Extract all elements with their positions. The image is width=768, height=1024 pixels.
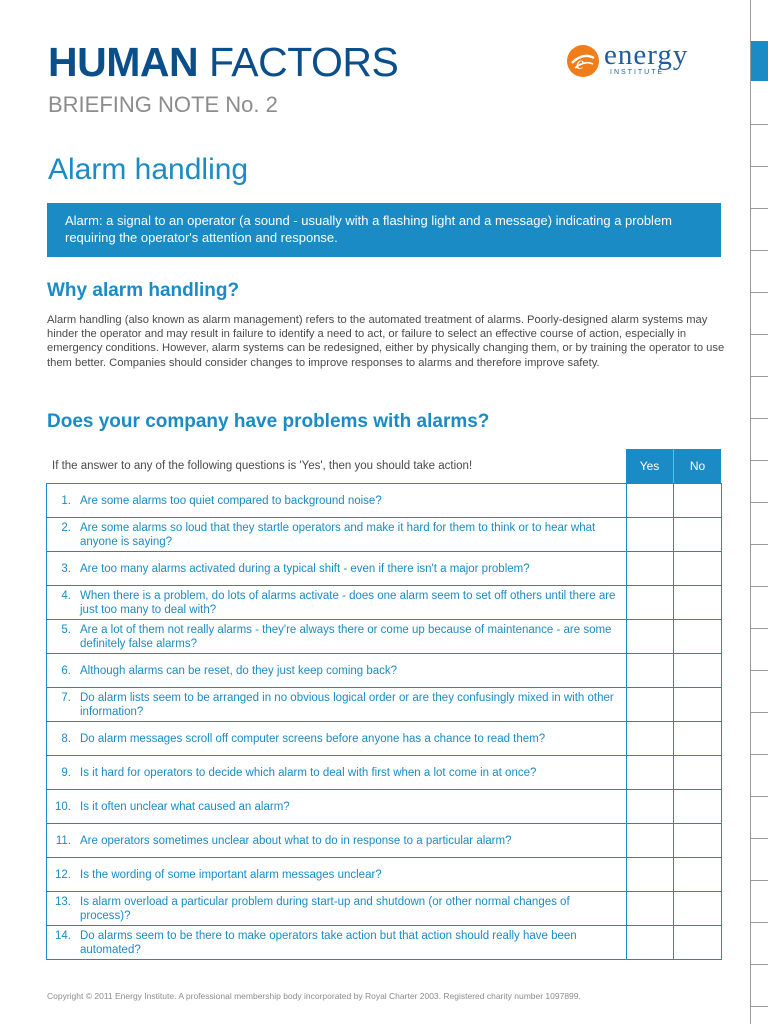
question-cell	[47, 926, 627, 960]
side-tab-divider	[751, 250, 768, 251]
question-text: Are some alarms so loud that they startle operators and make it hard for them to think or to hear what anyone is saying?	[80, 521, 596, 548]
side-tab-divider	[751, 334, 768, 335]
briefing-note-subtitle: BRIEFING NOTE No. 2	[48, 92, 278, 117]
why-paragraph: Alarm handling (also known as alarm management) refers to the automated treatment of alarms. Poorly-designed alarm systems may hinder the operator and may result in failure to identify a need to act, or failure to select an effective course of action, especially in emergency conditions. However, alarm systems can be redesigned, either by physically changing them, or by training the operator to use them better. Companies should consider changes to improve responses to alarms and therefore improve safety.	[47, 314, 725, 369]
question-number: 9.	[61, 766, 71, 779]
question-cell	[47, 824, 627, 858]
svg-text:e: e	[576, 53, 584, 73]
question-number: 2.	[61, 521, 71, 534]
question-text: Although alarms can be reset, do they just keep coming back?	[80, 664, 398, 677]
yes-column-header: Yes	[626, 449, 673, 484]
question-text: Are operators sometimes unclear about what to do in response to a particular alarm?	[80, 834, 512, 847]
yes-checkbox[interactable]	[627, 620, 674, 654]
side-tab-active	[751, 41, 768, 81]
side-tab-divider	[751, 544, 768, 545]
no-checkbox[interactable]	[674, 586, 722, 620]
yes-checkbox[interactable]	[627, 756, 674, 790]
question-text: Do alarm messages scroll off computer screens before anyone has a chance to read them?	[80, 732, 546, 745]
question-cell	[47, 552, 627, 586]
yes-checkbox[interactable]	[627, 892, 674, 926]
question-text: When there is a problem, do lots of alarms activate - does one alarm seem to set off others until there are just too many to deal with?	[80, 589, 616, 616]
side-tab-divider	[751, 628, 768, 629]
side-tab-divider	[751, 964, 768, 965]
question-text: Do alarm lists seem to be arranged in no obvious logical order or are they confusingly mixed in with other information?	[80, 691, 614, 718]
question-text: Are some alarms too quiet compared to background noise?	[80, 494, 382, 507]
question-text: Are a lot of them not really alarms - they're always there or come up because of maintenance - are some definitely false alarms?	[80, 623, 612, 650]
side-tab-divider	[751, 460, 768, 461]
yes-checkbox[interactable]	[627, 586, 674, 620]
question-cell	[47, 756, 627, 790]
side-tab-divider	[751, 922, 768, 923]
yes-checkbox[interactable]	[627, 688, 674, 722]
question-number: 7.	[61, 691, 71, 704]
side-tab-divider	[751, 376, 768, 377]
question-cell	[47, 722, 627, 756]
document-title	[48, 38, 398, 86]
checklist-row	[47, 756, 722, 790]
yes-checkbox[interactable]	[627, 858, 674, 892]
question-number: 11.	[55, 834, 71, 847]
title-light: FACTORS	[209, 39, 399, 85]
no-checkbox[interactable]	[674, 484, 722, 518]
side-tab-divider	[751, 670, 768, 671]
energy-wordmark: energy	[604, 39, 689, 71]
question-text: Is it often unclear what caused an alarm?	[80, 800, 290, 813]
question-cell	[47, 790, 627, 824]
question-cell	[47, 484, 627, 518]
yes-checkbox[interactable]	[627, 654, 674, 688]
question-number: 13.	[55, 895, 71, 908]
question-number: 12.	[55, 868, 71, 881]
no-checkbox[interactable]	[674, 722, 722, 756]
side-tab-strip	[750, 0, 768, 1024]
checklist-row	[47, 926, 722, 960]
definition-box	[47, 203, 721, 257]
no-checkbox[interactable]	[674, 654, 722, 688]
section-title: Alarm handling	[48, 153, 249, 186]
question-number: 3.	[61, 562, 71, 575]
question-text: Is the wording of some important alarm messages unclear?	[80, 868, 382, 881]
question-cell	[47, 518, 627, 552]
question-cell	[47, 858, 627, 892]
side-tab-divider	[751, 796, 768, 797]
side-tab-divider	[751, 502, 768, 503]
checklist-row	[47, 518, 722, 552]
checklist-row	[47, 722, 722, 756]
question-number: 8.	[61, 732, 71, 745]
question-number: 6.	[61, 664, 71, 677]
question-cell	[47, 620, 627, 654]
no-checkbox[interactable]	[674, 858, 722, 892]
side-tab-divider	[751, 1006, 768, 1007]
why-heading: Why alarm handling?	[47, 280, 240, 301]
energy-logo-icon	[566, 44, 600, 78]
question-cell	[47, 586, 627, 620]
energy-institute-logo	[566, 39, 726, 82]
question-number: 5.	[61, 623, 71, 636]
no-checkbox[interactable]	[674, 824, 722, 858]
yes-checkbox[interactable]	[627, 722, 674, 756]
question-number: 10.	[55, 800, 71, 813]
checklist-row	[47, 824, 722, 858]
checklist-row	[47, 688, 722, 722]
question-cell	[47, 654, 627, 688]
question-text: Is it hard for operators to decide which alarm to deal with first when a lot come in at once?	[80, 766, 537, 779]
checklist-row	[47, 892, 722, 926]
checklist-intro: If the answer to any of the following questions is 'Yes', then you should take action!	[52, 460, 473, 472]
no-checkbox[interactable]	[674, 926, 722, 960]
side-tab-divider	[751, 418, 768, 419]
side-tab-divider	[751, 208, 768, 209]
no-checkbox[interactable]	[674, 620, 722, 654]
no-checkbox[interactable]	[674, 756, 722, 790]
yes-checkbox[interactable]	[627, 552, 674, 586]
question-cell	[47, 688, 627, 722]
side-tab-divider	[751, 838, 768, 839]
checklist-heading: Does your company have problems with alarms?	[47, 411, 490, 432]
yes-checkbox[interactable]	[627, 790, 674, 824]
side-tab-divider	[751, 292, 768, 293]
checklist-row	[47, 790, 722, 824]
side-tab-divider	[751, 754, 768, 755]
side-tab-divider	[751, 712, 768, 713]
no-checkbox[interactable]	[674, 552, 722, 586]
side-tab-divider	[751, 124, 768, 125]
checklist-row	[47, 484, 722, 518]
question-text: Do alarms seem to be there to make operators take action but that action should really have been automated?	[80, 929, 577, 956]
question-cell	[47, 892, 627, 926]
institute-wordmark: INSTITUTE	[610, 69, 665, 76]
question-text: Are too many alarms activated during a typical shift - even if there isn't a major problem?	[80, 562, 530, 575]
question-number: 1.	[61, 494, 71, 507]
alarm-checklist-table	[46, 483, 722, 960]
yes-checkbox[interactable]	[627, 926, 674, 960]
no-checkbox[interactable]	[674, 518, 722, 552]
no-checkbox[interactable]	[674, 892, 722, 926]
side-tab-divider	[751, 166, 768, 167]
no-checkbox[interactable]	[674, 688, 722, 722]
question-text: Is alarm overload a particular problem during start-up and shutdown (or other normal changes of process)?	[80, 895, 570, 922]
checklist-row	[47, 654, 722, 688]
yes-checkbox[interactable]	[627, 518, 674, 552]
question-number: 14.	[55, 929, 71, 942]
no-checkbox[interactable]	[674, 790, 722, 824]
checklist-row	[47, 858, 722, 892]
title-bold: HUMAN	[48, 39, 199, 85]
no-column-header: No	[673, 449, 721, 484]
checklist-row	[47, 620, 722, 654]
question-number: 4.	[61, 589, 71, 602]
copyright-footer: Copyright © 2011 Energy Institute. A professional membership body incorporated by Royal Charter 2003. Registered charity number 1097899.	[47, 991, 581, 1001]
side-tab-divider	[751, 586, 768, 587]
yes-checkbox[interactable]	[627, 484, 674, 518]
checklist-row	[47, 552, 722, 586]
definition-text: Alarm: a signal to an operator (a sound - usually with a flashing light and a message) indicating a problem requiring the operator's attention and response.	[65, 213, 673, 245]
yes-checkbox[interactable]	[627, 824, 674, 858]
checklist-row	[47, 586, 722, 620]
side-tab-divider	[751, 880, 768, 881]
